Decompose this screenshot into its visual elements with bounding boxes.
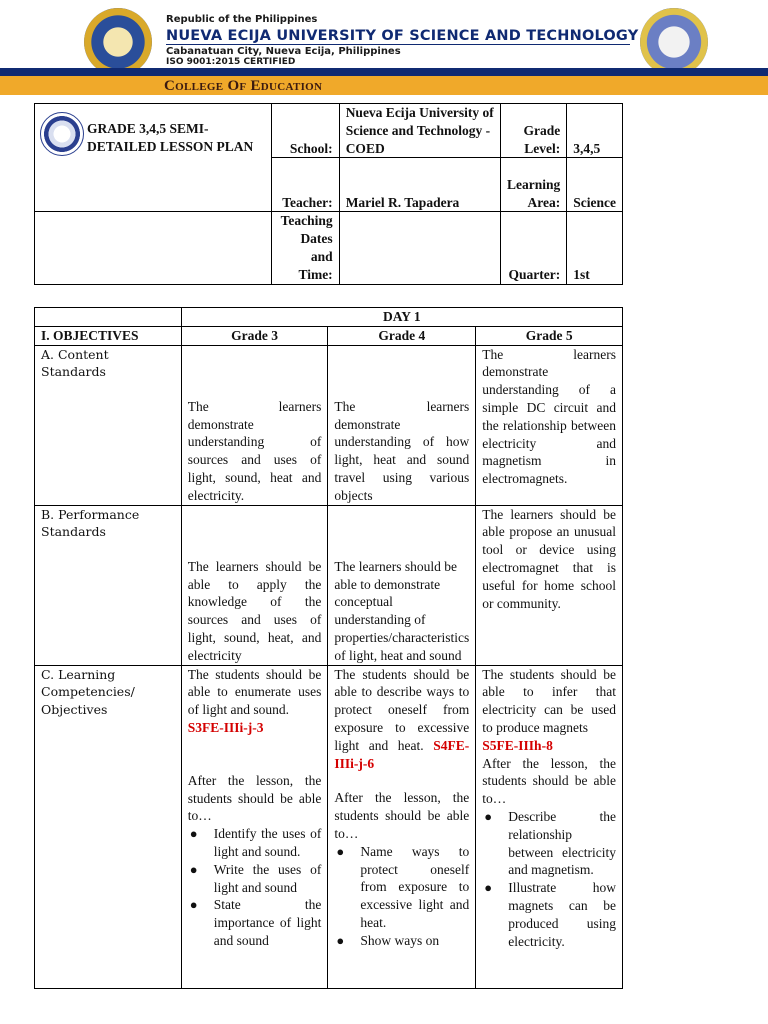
competencies-label: C. Learning Competencies/ Objectives: [35, 665, 182, 988]
grade5-header: Grade 5: [476, 326, 623, 345]
lesson-title: GRADE 3,4,5 SEMI-DETAILED LESSON PLAN: [87, 121, 254, 154]
performance-grade3: The learners should be able to apply the knowledge of the sources and uses of light, sound, heat, and electricity: [181, 505, 328, 665]
content-standards-label: A. Content Standards: [35, 345, 182, 505]
empty-cell: [35, 212, 272, 284]
content-grade5: The learners demonstrate understanding of a simple DC circuit and the relationship between electricity and magnetism in electromagnets.: [476, 345, 623, 505]
competency-intro: The students should be able to enumerate uses of light and sound.: [187, 666, 322, 718]
after-lesson-text: After the lesson, the students should be able to…: [482, 755, 616, 807]
navy-band: [0, 68, 768, 76]
objective-item: ● State the importance of light and sound: [214, 896, 322, 949]
deped-seal-icon: [40, 112, 84, 156]
header-rule: [166, 44, 630, 45]
performance-grade4: The learners should be able to demonstrate conceptual understanding of properties/characteristics of light, heat and sound: [328, 505, 476, 665]
orange-band: [0, 76, 768, 95]
objective-list: [482, 808, 616, 950]
performance-grade5: The learners should be able propose an unusual tool or device using electromagnet that is useful for home school or community.: [476, 505, 623, 665]
competency-grade4: [328, 665, 476, 988]
content-grade3: The learners demonstrate understanding of sources and uses of light, sound, heat and electricity.: [181, 345, 328, 505]
dates-value: [339, 212, 500, 284]
college-name: College Of Education: [164, 78, 323, 94]
objective-list: [334, 843, 469, 950]
objective-list: [188, 825, 322, 950]
blank-header: [35, 308, 182, 327]
teacher-label: Teacher:: [271, 158, 339, 212]
competency-code: S5FE-IIIh-8: [482, 737, 553, 753]
area-value: Science: [567, 158, 623, 212]
republic-text: Republic of the Philippines: [166, 14, 318, 25]
competency-code: S4FE-IIIi-j-6: [334, 737, 470, 771]
competency-intro: The students should be able to infer that electricity can be used to produce magnets: [482, 666, 616, 735]
objective-item: ● Identify the uses of light and sound.: [214, 825, 322, 861]
area-label: Learning Area:: [500, 158, 566, 212]
competency-grade5: [476, 665, 623, 988]
lesson-plan-table: [34, 307, 623, 989]
grade3-header: Grade 3: [181, 326, 328, 345]
day-header: DAY 1: [181, 308, 622, 327]
grade4-header: Grade 4: [328, 326, 476, 345]
after-lesson-text: After the lesson, the students should be able to…: [334, 790, 470, 841]
objective-item: ● Name ways to protect oneself from exposure to excessive light and heat.: [360, 843, 469, 932]
objective-item: ● Write the uses of light and sound: [214, 861, 322, 897]
objective-item: ● Show ways on: [360, 932, 469, 950]
content-grade4: The learners demonstrate understanding of how light, heat and sound travel using various objects: [328, 345, 476, 505]
letterhead: [0, 0, 768, 100]
university-name: NUEVA ECIJA UNIVERSITY OF SCIENCE AND TECHNOLOGY: [166, 28, 639, 44]
university-seal-icon: [84, 8, 152, 76]
grade-label: Grade Level:: [500, 104, 566, 158]
objective-item: ● Describe the relationship between electricity and magnetism.: [508, 808, 616, 879]
quarter-value: 1st: [567, 212, 623, 284]
school-label: School:: [271, 104, 339, 158]
competency-code: S3FE-IIIi-j-3: [187, 719, 264, 735]
objective-item: ● Illustrate how magnets can be produced using electricity.: [508, 879, 616, 950]
iso-text: ISO 9001:2015 CERTIFIED: [166, 57, 296, 67]
city-text: Cabanatuan City, Nueva Ecija, Philippines: [166, 46, 401, 57]
quarter-label: Quarter:: [500, 212, 566, 284]
performance-standards-label: B. Performance Standards: [35, 505, 182, 665]
after-lesson-text: After the lesson, the students should be able to…: [187, 772, 322, 824]
dates-label: Teaching Dates and Time:: [271, 212, 339, 284]
competency-grade3: [181, 665, 328, 988]
college-seal-icon: [640, 8, 708, 76]
competency-intro: The students should be able to describe ways to protect oneself from exposure to excessive light and heat.: [334, 666, 470, 753]
lesson-info-table: [34, 103, 623, 285]
school-value: Nueva Ecija University of Science and Technology -COED: [339, 104, 500, 158]
grade-value: 3,4,5: [567, 104, 623, 158]
objectives-label: I. OBJECTIVES: [35, 326, 182, 345]
teacher-value: Mariel R. Tapadera: [339, 158, 500, 212]
